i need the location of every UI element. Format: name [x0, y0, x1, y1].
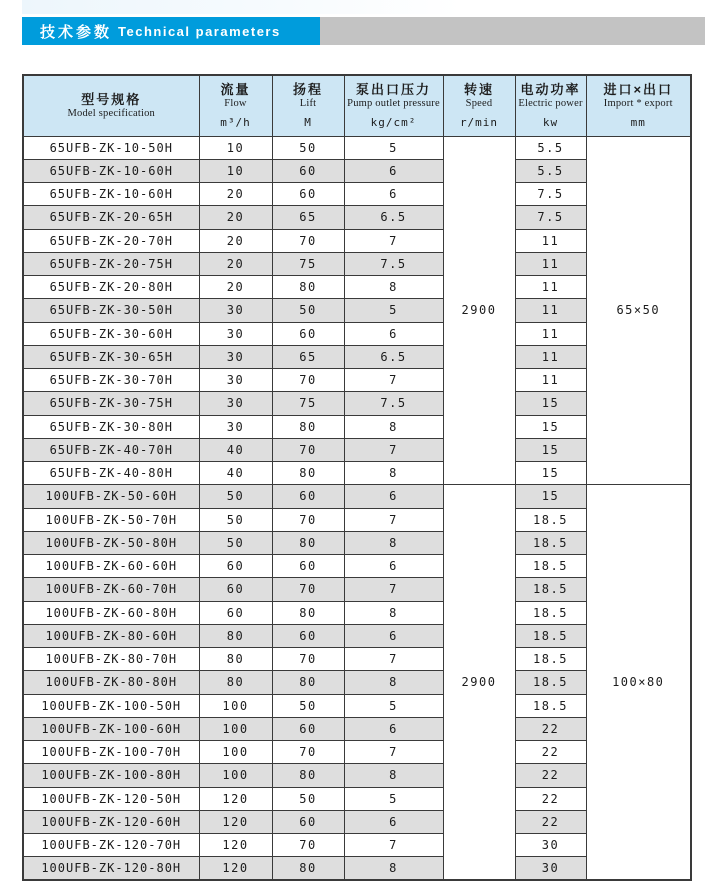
pressure-cell: 8	[344, 415, 443, 438]
pressure-cell: 8	[344, 671, 443, 694]
flow-cell: 60	[199, 555, 272, 578]
speed-cell: 2900	[443, 485, 515, 880]
pressure-cell: 6	[344, 810, 443, 833]
column-header-power-unit: kw	[542, 116, 559, 130]
import-export-cell: 100×80	[586, 485, 691, 880]
flow-cell: 20	[199, 183, 272, 206]
power-cell: 18.5	[515, 671, 586, 694]
lift-cell: 60	[272, 159, 344, 182]
model-cell: 65UFB-ZK-30-70H	[23, 369, 199, 392]
power-cell: 22	[515, 764, 586, 787]
lift-cell: 50	[272, 787, 344, 810]
import-export-cell: 65×50	[586, 136, 691, 485]
flow-cell: 100	[199, 764, 272, 787]
flow-cell: 100	[199, 694, 272, 717]
flow-cell: 60	[199, 578, 272, 601]
lift-cell: 60	[272, 810, 344, 833]
power-cell: 22	[515, 741, 586, 764]
power-cell: 15	[515, 438, 586, 461]
lift-cell: 80	[272, 601, 344, 624]
lift-cell: 70	[272, 741, 344, 764]
column-header-speed-en: Speed	[465, 98, 493, 110]
table-body	[23, 136, 691, 880]
power-cell: 15	[515, 485, 586, 508]
column-header-speed-unit: r/min	[459, 116, 499, 130]
section-title-en: Technical parameters	[118, 23, 281, 39]
lift-cell: 65	[272, 345, 344, 368]
flow-cell: 50	[199, 531, 272, 554]
model-cell: 100UFB-ZK-60-80H	[23, 601, 199, 624]
column-header-speed	[443, 75, 515, 136]
pressure-cell: 8	[344, 764, 443, 787]
pressure-cell: 6.5	[344, 345, 443, 368]
power-cell: 11	[515, 345, 586, 368]
column-header-power	[515, 75, 586, 136]
power-cell: 18.5	[515, 624, 586, 647]
lift-cell: 80	[272, 671, 344, 694]
flow-cell: 80	[199, 671, 272, 694]
flow-cell: 20	[199, 276, 272, 299]
pressure-cell: 7	[344, 578, 443, 601]
model-cell: 65UFB-ZK-30-80H	[23, 415, 199, 438]
pressure-cell: 6.5	[344, 206, 443, 229]
pressure-cell: 8	[344, 857, 443, 880]
flow-cell: 120	[199, 810, 272, 833]
pressure-cell: 6	[344, 159, 443, 182]
lift-cell: 60	[272, 322, 344, 345]
pressure-cell: 8	[344, 276, 443, 299]
power-cell: 18.5	[515, 601, 586, 624]
power-cell: 18.5	[515, 648, 586, 671]
flow-cell: 30	[199, 345, 272, 368]
pressure-cell: 8	[344, 531, 443, 554]
lift-cell: 70	[272, 438, 344, 461]
pressure-cell: 7	[344, 741, 443, 764]
pressure-cell: 7	[344, 508, 443, 531]
model-cell: 100UFB-ZK-80-80H	[23, 671, 199, 694]
model-cell: 65UFB-ZK-30-50H	[23, 299, 199, 322]
column-header-import-export-zh: 进口×出口	[603, 82, 674, 98]
column-header-pressure-unit: kg/cm²	[370, 116, 417, 130]
column-header-pressure-en: Pump outlet pressure	[347, 98, 440, 110]
flow-cell: 30	[199, 299, 272, 322]
model-cell: 100UFB-ZK-120-70H	[23, 834, 199, 857]
flow-cell: 50	[199, 485, 272, 508]
column-header-pressure	[344, 75, 443, 136]
column-header-model-en: Model specification	[67, 107, 155, 119]
power-cell: 18.5	[515, 531, 586, 554]
lift-cell: 60	[272, 555, 344, 578]
model-cell: 65UFB-ZK-40-70H	[23, 438, 199, 461]
column-header-lift-zh: 扬程	[292, 82, 323, 98]
lift-cell: 80	[272, 857, 344, 880]
flow-cell: 80	[199, 648, 272, 671]
pressure-cell: 6	[344, 555, 443, 578]
pressure-cell: 7.5	[344, 252, 443, 275]
model-cell: 100UFB-ZK-80-70H	[23, 648, 199, 671]
power-cell: 30	[515, 857, 586, 880]
column-header-lift-en: Lift	[299, 98, 317, 110]
flow-cell: 50	[199, 508, 272, 531]
flow-cell: 120	[199, 857, 272, 880]
column-header-pressure-zh: 泵出口压力	[355, 82, 431, 98]
flow-cell: 10	[199, 136, 272, 159]
lift-cell: 80	[272, 415, 344, 438]
title-bar-gray-extension	[320, 17, 705, 45]
flow-cell: 20	[199, 252, 272, 275]
lift-cell: 75	[272, 392, 344, 415]
pressure-cell: 6	[344, 624, 443, 647]
column-header-power-en: Electric power	[518, 98, 583, 110]
power-cell: 5.5	[515, 136, 586, 159]
power-cell: 22	[515, 810, 586, 833]
technical-parameters-table	[22, 74, 692, 881]
lift-cell: 70	[272, 648, 344, 671]
model-cell: 65UFB-ZK-10-60H	[23, 183, 199, 206]
model-cell: 100UFB-ZK-50-80H	[23, 531, 199, 554]
power-cell: 11	[515, 252, 586, 275]
top-gradient	[22, 0, 462, 14]
column-header-flow	[199, 75, 272, 136]
section-title	[22, 17, 320, 45]
flow-cell: 30	[199, 415, 272, 438]
column-header-model-zh: 型号规格	[81, 91, 142, 107]
power-cell: 11	[515, 322, 586, 345]
pressure-cell: 8	[344, 601, 443, 624]
model-cell: 65UFB-ZK-20-80H	[23, 276, 199, 299]
model-cell: 100UFB-ZK-50-60H	[23, 485, 199, 508]
power-cell: 18.5	[515, 555, 586, 578]
pressure-cell: 5	[344, 694, 443, 717]
lift-cell: 50	[272, 694, 344, 717]
table-row	[23, 485, 691, 508]
flow-cell: 40	[199, 462, 272, 485]
lift-cell: 50	[272, 136, 344, 159]
model-cell: 65UFB-ZK-10-50H	[23, 136, 199, 159]
model-cell: 65UFB-ZK-30-65H	[23, 345, 199, 368]
lift-cell: 60	[272, 624, 344, 647]
flow-cell: 20	[199, 229, 272, 252]
section-title-bar	[0, 17, 705, 45]
table-header	[23, 75, 691, 136]
flow-cell: 100	[199, 717, 272, 740]
column-header-import-export	[586, 75, 691, 136]
model-cell: 65UFB-ZK-20-75H	[23, 252, 199, 275]
power-cell: 15	[515, 415, 586, 438]
flow-cell: 20	[199, 206, 272, 229]
model-cell: 65UFB-ZK-30-75H	[23, 392, 199, 415]
power-cell: 7.5	[515, 183, 586, 206]
model-cell: 65UFB-ZK-40-80H	[23, 462, 199, 485]
pressure-cell: 6	[344, 485, 443, 508]
power-cell: 18.5	[515, 508, 586, 531]
power-cell: 22	[515, 717, 586, 740]
lift-cell: 80	[272, 276, 344, 299]
flow-cell: 60	[199, 601, 272, 624]
lift-cell: 70	[272, 369, 344, 392]
lift-cell: 60	[272, 183, 344, 206]
flow-cell: 30	[199, 369, 272, 392]
pressure-cell: 7	[344, 369, 443, 392]
column-header-lift	[272, 75, 344, 136]
section-title-zh: 技术参数	[40, 23, 113, 41]
power-cell: 22	[515, 787, 586, 810]
model-cell: 100UFB-ZK-120-60H	[23, 810, 199, 833]
lift-cell: 80	[272, 764, 344, 787]
column-header-model	[23, 75, 199, 136]
pressure-cell: 6	[344, 322, 443, 345]
model-cell: 100UFB-ZK-60-70H	[23, 578, 199, 601]
flow-cell: 120	[199, 787, 272, 810]
column-header-flow-en: Flow	[224, 98, 247, 110]
lift-cell: 80	[272, 531, 344, 554]
model-cell: 100UFB-ZK-120-50H	[23, 787, 199, 810]
pressure-cell: 7	[344, 229, 443, 252]
column-header-flow-zh: 流量	[220, 82, 251, 98]
column-header-flow-unit: m³/h	[220, 116, 251, 130]
model-cell: 100UFB-ZK-60-60H	[23, 555, 199, 578]
column-header-power-zh: 电动功率	[520, 82, 581, 98]
pressure-cell: 7	[344, 834, 443, 857]
pressure-cell: 7.5	[344, 392, 443, 415]
pressure-cell: 7	[344, 648, 443, 671]
model-cell: 100UFB-ZK-100-70H	[23, 741, 199, 764]
lift-cell: 75	[272, 252, 344, 275]
model-cell: 65UFB-ZK-20-65H	[23, 206, 199, 229]
pressure-cell: 6	[344, 717, 443, 740]
speed-cell: 2900	[443, 136, 515, 485]
power-cell: 30	[515, 834, 586, 857]
column-header-import-export-en: Import * export	[603, 98, 673, 110]
model-cell: 100UFB-ZK-50-70H	[23, 508, 199, 531]
lift-cell: 60	[272, 485, 344, 508]
table-row	[23, 136, 691, 159]
model-cell: 100UFB-ZK-80-60H	[23, 624, 199, 647]
flow-cell: 80	[199, 624, 272, 647]
model-cell: 100UFB-ZK-100-50H	[23, 694, 199, 717]
flow-cell: 30	[199, 392, 272, 415]
lift-cell: 65	[272, 206, 344, 229]
model-cell: 65UFB-ZK-20-70H	[23, 229, 199, 252]
power-cell: 15	[515, 392, 586, 415]
lift-cell: 70	[272, 578, 344, 601]
lift-cell: 60	[272, 717, 344, 740]
power-cell: 18.5	[515, 694, 586, 717]
power-cell: 11	[515, 369, 586, 392]
pressure-cell: 6	[344, 183, 443, 206]
flow-cell: 120	[199, 834, 272, 857]
power-cell: 5.5	[515, 159, 586, 182]
flow-cell: 30	[199, 322, 272, 345]
column-header-speed-zh: 转速	[463, 82, 494, 98]
pressure-cell: 8	[344, 462, 443, 485]
column-header-lift-unit: M	[304, 116, 312, 130]
lift-cell: 70	[272, 229, 344, 252]
model-cell: 65UFB-ZK-10-60H	[23, 159, 199, 182]
lift-cell: 50	[272, 299, 344, 322]
flow-cell: 40	[199, 438, 272, 461]
power-cell: 11	[515, 229, 586, 252]
power-cell: 7.5	[515, 206, 586, 229]
model-cell: 100UFB-ZK-120-80H	[23, 857, 199, 880]
pressure-cell: 5	[344, 787, 443, 810]
model-cell: 100UFB-ZK-100-60H	[23, 717, 199, 740]
power-cell: 11	[515, 299, 586, 322]
lift-cell: 70	[272, 508, 344, 531]
power-cell: 15	[515, 462, 586, 485]
column-header-import-export-unit: mm	[630, 116, 646, 130]
model-cell: 65UFB-ZK-30-60H	[23, 322, 199, 345]
lift-cell: 70	[272, 834, 344, 857]
flow-cell: 10	[199, 159, 272, 182]
pressure-cell: 7	[344, 438, 443, 461]
power-cell: 11	[515, 276, 586, 299]
lift-cell: 80	[272, 462, 344, 485]
flow-cell: 100	[199, 741, 272, 764]
pressure-cell: 5	[344, 136, 443, 159]
power-cell: 18.5	[515, 578, 586, 601]
model-cell: 100UFB-ZK-100-80H	[23, 764, 199, 787]
pressure-cell: 5	[344, 299, 443, 322]
